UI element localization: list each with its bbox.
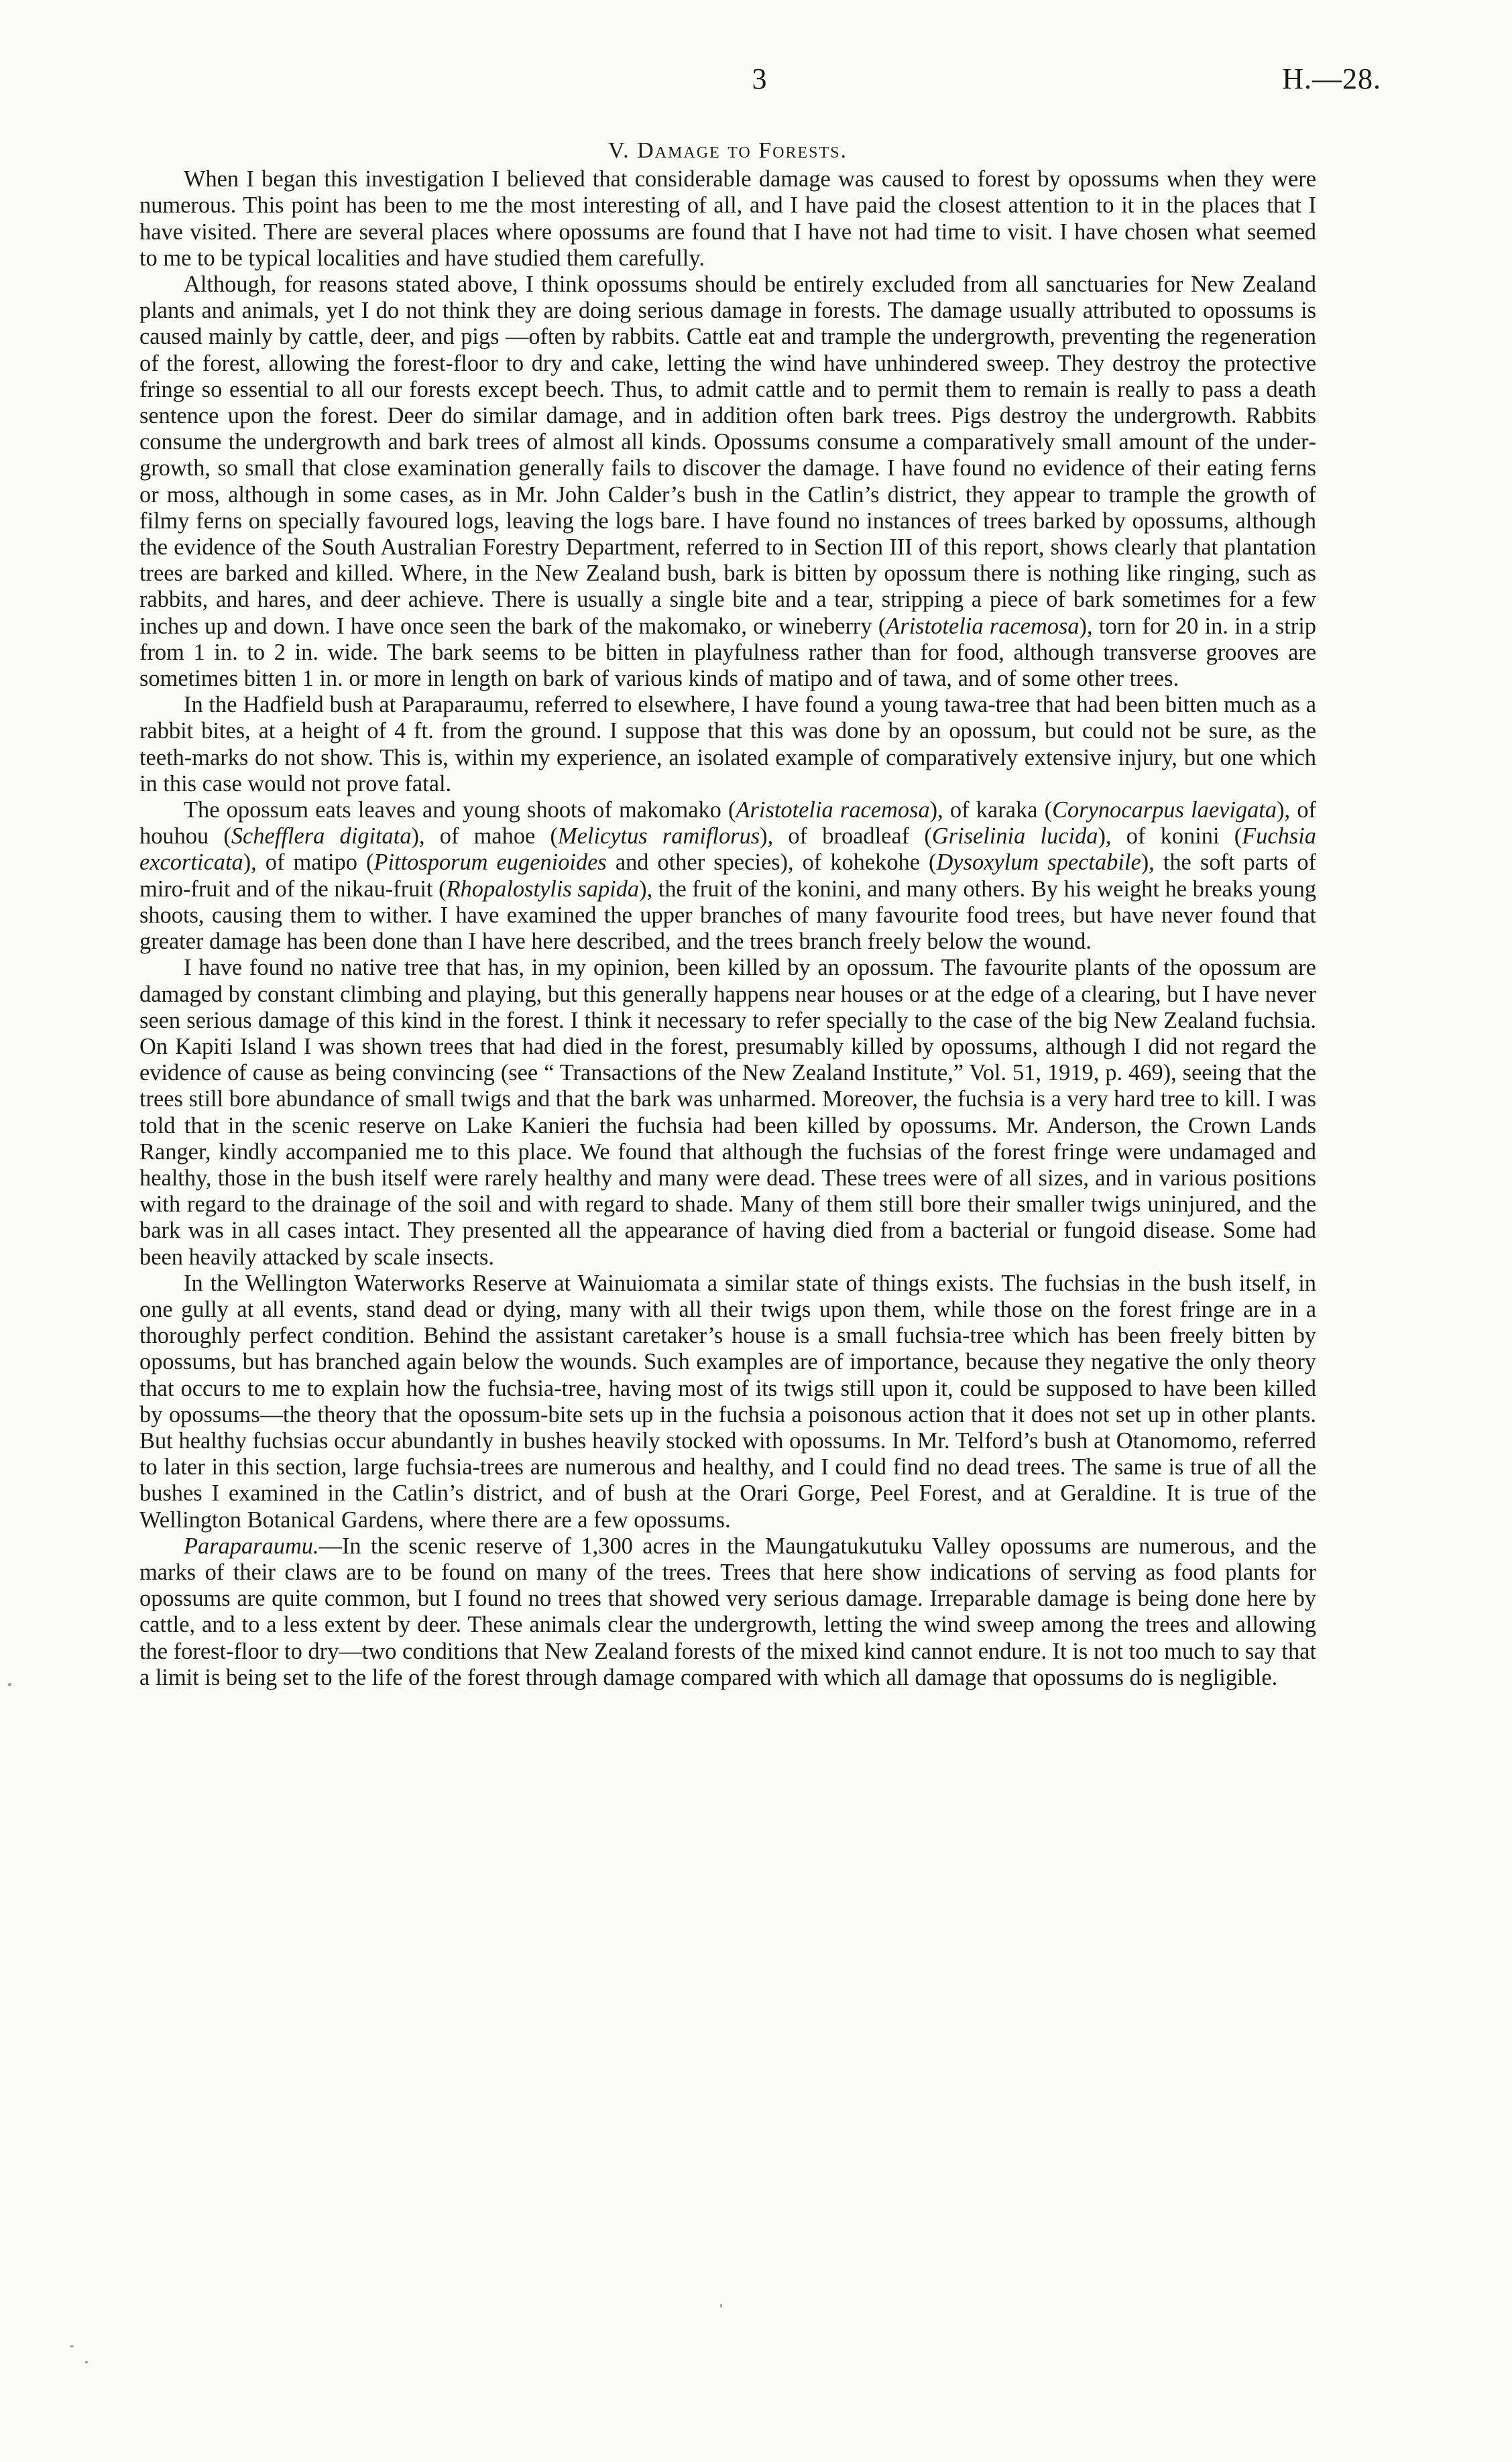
- paragraph-4-text: and other species), of kohekohe (: [606, 849, 937, 876]
- document-reference: H.—28.: [1282, 62, 1381, 95]
- paragraph-6: In the Wellington Waterworks Reserve at Wainuiomata a similar state of things exists. The fuchsias in the bush itself, in one gully at all events, stand dead or dying, many with all their twigs upon them, while those on the forest fringe are in a thoroughly perfect condition. Behind the assistant caretaker’s house is a small fuchsia-tree which has been freely bitten by opossums, but has branched again below the wounds. Such examples are of importance, because they negative the only theory that occurs to me to explain how the fuchsia-tree, having most of its twigs still upon it, could be supposed to have been killed by opossums—the theory that the opossum-bite sets up in the fuchsia a poisonous action that it does not set up in other plants. But healthy fuchsias occur abundantly in bushes heavily stocked with opossums. In Mr. Telford’s bush at Otanomomo, referred to later in this section, large fuchsia-trees are numerous and healthy, and I could find no dead trees. The same is true of all the bushes I examined in the Catlin’s district, and of bush at the Orari Gorge, Peel Forest, and at Geraldine. It is true of the Wellington Botanical Gardens, where there are a few opossums.: [139, 1270, 1316, 1533]
- paragraph-4-text: ), the fruit of the konini, and many others. By his weight he breaks young shoots, causing them to wither. I have examined the upper branches of many favourite food trees, but have never found that greater damage has been done than I have here described, and the trees branch freely below the wound.: [139, 876, 1316, 955]
- species-name: Pittosporum eugenioides: [373, 849, 607, 876]
- species-name: Aristotelia racemosa: [736, 797, 930, 823]
- species-name: Griselinia lucida: [931, 823, 1098, 849]
- paragraph-2-text-a: Although, for reasons stated above, I think opossums should be entirely excluded from all sanctuaries for New Zealand plants and animals, yet I do not think they are doing serious damage in forests. The damage usually attributed to opossums is caused mainly by cattle, deer, and pigs —often by rabbits. Cattle eat and trample the undergrowth, preventing the regeneration of the forest, allowing the forest-floor to dry and cake, letting the wind have unhindered sweep. They destroy the protective fringe so essential to all our forests except beech. Thus, to admit cattle and to permit them to remain is really to pass a death sentence upon the forest. Deer do similar damage, and in addition often bark trees. Pigs destroy the undergrowth. Rabbits consume the undergrowth and bark trees of almost all kinds. Opossums consume a comparatively small amount of the undergrowth, so small that close examination generally fails to discover the damage. I have found no evidence of their eating ferns or moss, although in some cases, as in Mr. John Calder’s bush in the Catlin’s district, they appear to trample the growth of filmy ferns on specially favoured logs, leaving the logs bare. I have found no instances of trees barked by opossums, although the evidence of the South Australian Forestry Department, referred to in Section III of this report, shows clearly that plantation trees are barked and killed. Where, in the New Zealand bush, bark is bitten by opossum there is nothing like ringing, such as rabbits, and hares, and deer achieve. There is usually a single bite and a tear, stripping a piece of bark sometimes for a few inches up and down. I have once seen the bark of the makomako, or wineberry (: [139, 272, 1316, 639]
- scan-speck: [720, 2304, 722, 2308]
- paragraph-4-text: ), of konini (: [1098, 823, 1242, 849]
- species-name: Schefflera digitata: [231, 823, 412, 849]
- paragraph-1: When I began this investigation I believed that considerable damage was caused to forest by opossums when they were numerous. This point has been to me the most interesting of all, and I have paid the closest attention to it in the places that I have visited. There are several places where opossums are found that I have not had time to visit. I have chosen what seemed to me to be typical localities and have studied them carefully.: [139, 166, 1316, 271]
- section-heading: V. Damage to Forests.: [607, 138, 848, 163]
- paragraph-5: I have found no native tree that has, in my opinion, been killed by an opossum. The favourite plants of the opossum are damaged by constant climbing and playing, but this generally happens near houses or at the edge of a clearing, but I have never seen serious damage of this kind in the forest. I think it necessary to refer specially to the case of the big New Zealand fuchsia. On Kapiti Island I was shown trees that had died in the forest, presumably killed by opossums, although I did not regard the evidence of cause as being convincing (see “ Transactions of the New Zealand Institute,” Vol. 51, 1919, p. 469), seeing that the trees still bore abundance of small twigs and that the bark was unharmed. Moreover, the fuchsia is a very hard tree to kill. I was told that in the scenic reserve on Lake Kanieri the fuchsia had been killed by opossums. Mr. Anderson, the Crown Lands Ranger, kindly accompanied me to this place. We found that although the fuchsias of the forest fringe were undamaged and healthy, those in the bush itself were rarely healthy and many were dead. These trees were of all sizes, and in various positions with regard to the drainage of the soil and with regard to shade. Many of them still bore their smaller twigs uninjured, and the bark was in all cases intact. They presented all the appearance of having died from a bacterial or fungoid disease. Some had been heavily attacked by scale insects.: [139, 955, 1316, 1270]
- page-header: [137, 62, 1381, 109]
- paragraph-2-text-b: ), torn for 20 in. in a strip from 1 in. to 2 in. wide. The bark seems to be bitten in playfulness rather than for food, although transverse grooves are sometimes bitten 1 in. or more in length on bark of various kinds of matipo and of tawa, and of some other trees.: [139, 613, 1316, 692]
- species-name: Melicytus ramiflorus: [558, 823, 760, 849]
- species-name: Corynocarpus laevigata: [1052, 797, 1277, 823]
- page-number: 3: [752, 62, 767, 95]
- species-name: Dysoxylum spectabile: [936, 849, 1141, 876]
- place-name-lead: Paraparaumu.: [184, 1533, 319, 1559]
- paragraph-2: [139, 272, 1316, 692]
- paragraph-7: [139, 1533, 1316, 1691]
- species-name: Rhopalostylis sapida: [446, 876, 640, 902]
- scan-speck: [8, 1683, 11, 1686]
- paragraph-4-text: ), the soft parts of miro-fruit and of the nikau-fruit (: [139, 849, 1316, 902]
- paragraph-4-text: The opossum eats leaves and young shoots of makomako (: [184, 797, 736, 823]
- paragraph-4-text: ), of mahoe (: [411, 823, 558, 849]
- scan-speck: [70, 2345, 74, 2347]
- paragraph-4: [139, 797, 1316, 955]
- scan-speck: [85, 2361, 88, 2363]
- species-name: Fuchsia excorticata: [139, 823, 1316, 876]
- paragraph-4-text: ), of houhou (: [139, 797, 1316, 849]
- body-text: [139, 137, 1316, 1691]
- paragraph-4-text: ), of karaka (: [929, 797, 1053, 823]
- paragraph-4-text: ), of matipo (: [243, 849, 374, 876]
- paragraph-3: In the Hadfield bush at Paraparaumu, referred to elsewhere, I have found a young tawa-tree that had been bitten much as a rabbit bites, at a height of 4 ft. from the ground. I suppose that this was done by an opossum, but could not be sure, as the teeth-marks do not show. This is, within my experience, an isolated example of comparatively extensive injury, but one which in this case would not prove fatal.: [139, 692, 1316, 797]
- paragraph-7-text: —In the scenic reserve of 1,300 acres in the Maungatukutuku Valley opossums are numerous, and the marks of their claws are to be found on many of the trees. Trees that here show indications of serving as food plants for opossums are quite common, but I found no trees that showed very serious damage. Irreparable damage is being done here by cattle, and to a less extent by deer. These animals clear the undergrowth, letting the wind sweep among the trees and allowing the forest-floor to dry—two conditions that New Zealand forests of the mixed kind cannot endure. It is not too much to say that a limit is being set to the life of the forest through damage compared with which all damage that opossums do is negligible.: [139, 1533, 1316, 1690]
- paragraph-4-text: ), of broadleaf (: [760, 823, 932, 849]
- species-name: Aristotelia racemosa: [886, 613, 1080, 639]
